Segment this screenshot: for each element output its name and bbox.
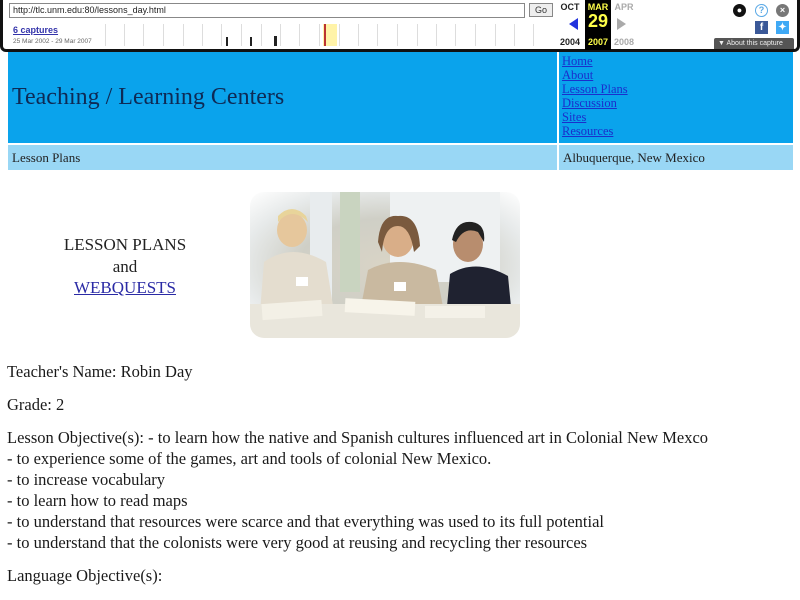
- url-input[interactable]: http://tlc.unm.edu:80/lessons_day.html: [9, 3, 525, 18]
- nav-resources-link[interactable]: Resources: [562, 124, 614, 138]
- webquests-link[interactable]: WEBQUESTS: [74, 278, 176, 297]
- objective-line: - to understand that resources were scarce and that everything was used to its full potential: [7, 512, 605, 531]
- nav-home-link[interactable]: Home: [562, 54, 593, 68]
- teachers-photo-illustration: [250, 192, 520, 338]
- objective-line: Lesson Objective(s): - to learn how the native and Spanish cultures influenced art in Colonial New Mexco: [7, 428, 709, 447]
- grade: Grade: 2: [7, 395, 65, 414]
- objective-line: - to understand that the colonists were very good at reusing and recycling ther resources: [7, 533, 588, 552]
- breadcrumb: Lesson Plans: [8, 145, 557, 170]
- teachers-photo: [250, 192, 520, 338]
- next-year[interactable]: 2008: [613, 37, 635, 47]
- site-nav: [559, 52, 793, 143]
- current-day: 29: [587, 11, 609, 31]
- prev-month[interactable]: OCT: [560, 2, 580, 12]
- current-year: 2007: [587, 37, 609, 47]
- objective-line: - to increase vocabulary: [7, 470, 166, 489]
- close-icon[interactable]: ×: [776, 4, 789, 17]
- captures-link[interactable]: 6 captures: [13, 25, 59, 35]
- objective-line: - to learn how to read maps: [7, 491, 188, 510]
- nav-discussion-link[interactable]: Discussion: [562, 96, 617, 110]
- prev-year[interactable]: 2004: [559, 37, 581, 47]
- site-title: Teaching / Learning Centers: [8, 52, 557, 143]
- capture-range: 25 Mar 2002 - 29 Mar 2007: [13, 38, 92, 45]
- account-icon[interactable]: ●: [733, 4, 746, 17]
- nav-sites-link[interactable]: Sites: [562, 110, 587, 124]
- about-capture-button[interactable]: ▼ About this capture: [714, 38, 794, 49]
- next-month[interactable]: APR: [614, 2, 634, 12]
- next-capture-arrow-icon[interactable]: [617, 18, 626, 30]
- teacher-name: Teacher's Name: Robin Day: [7, 362, 193, 381]
- site-header: [8, 52, 793, 170]
- location-label: Albuquerque, New Mexico: [559, 145, 793, 170]
- go-button[interactable]: Go: [529, 3, 553, 17]
- nav-lesson-plans-link[interactable]: Lesson Plans: [562, 82, 628, 96]
- nav-about-link[interactable]: About: [562, 68, 594, 82]
- twitter-icon[interactable]: ✦: [776, 21, 789, 34]
- intro-block: [0, 234, 250, 299]
- current-month: MAR: [587, 2, 609, 12]
- lesson-objectives: [7, 427, 793, 553]
- help-icon[interactable]: ?: [755, 4, 768, 17]
- objective-line: - to experience some of the games, art and tools of colonial New Mexico.: [7, 449, 492, 468]
- prev-capture-arrow-icon[interactable]: [569, 18, 578, 30]
- wayback-toolbar: [0, 0, 800, 52]
- language-objectives: Language Objective(s):: [7, 566, 163, 585]
- capture-sparkline[interactable]: [103, 22, 553, 48]
- lesson-content: [7, 361, 793, 598]
- facebook-icon[interactable]: f: [755, 21, 768, 34]
- intro-and: and: [112, 256, 138, 276]
- intro-heading: LESSON PLANS: [63, 235, 187, 254]
